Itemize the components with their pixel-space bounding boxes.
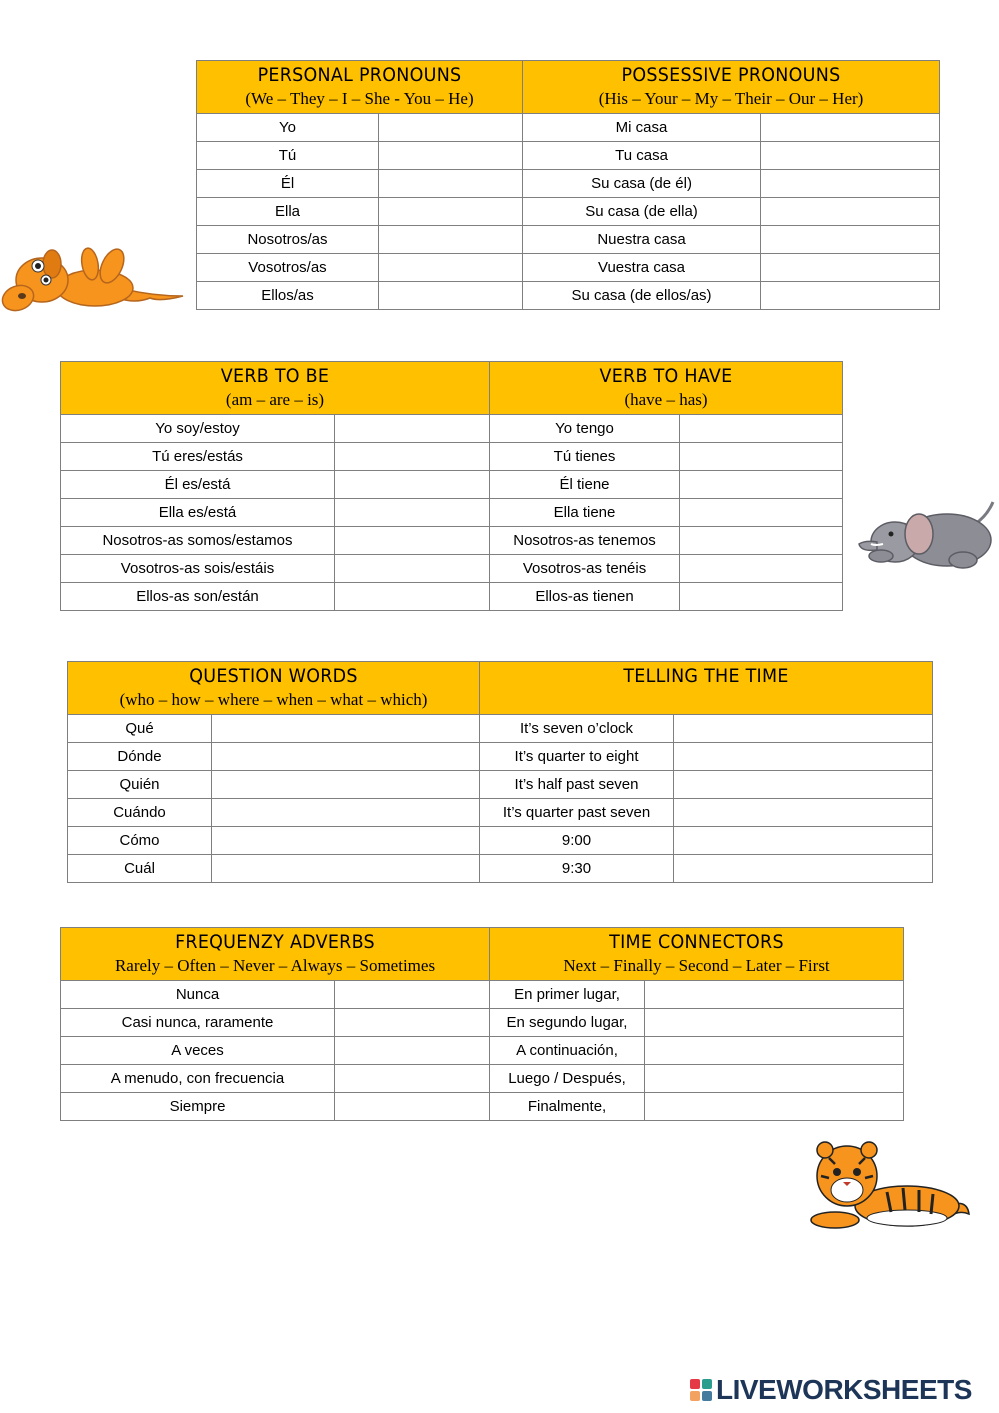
header-title: TELLING THE TIME — [623, 665, 789, 687]
prompt-cell: Yo — [197, 114, 379, 142]
prompt-cell: En segundo lugar, — [490, 1009, 645, 1037]
time-connectors-header — [490, 928, 904, 981]
answer-blank[interactable] — [335, 415, 490, 443]
answer-blank[interactable] — [379, 198, 523, 226]
prompt-cell: Vosotros/as — [197, 254, 379, 282]
answer-blank[interactable] — [761, 114, 940, 142]
logo-text: LIVEWORKSHEETS — [716, 1374, 972, 1405]
header-title: PERSONAL PRONOUNS — [257, 64, 462, 86]
answer-blank[interactable] — [761, 142, 940, 170]
prompt-cell: Ellos-as son/están — [61, 583, 335, 611]
prompt-cell: Nosotros-as tenemos — [490, 527, 680, 555]
logo-mark-icon — [690, 1379, 712, 1401]
verbs-table — [60, 361, 843, 611]
verb-to-have-header — [490, 362, 843, 415]
table-row — [197, 226, 940, 254]
prompt-cell: Él — [197, 170, 379, 198]
answer-blank[interactable] — [680, 583, 843, 611]
answer-blank[interactable] — [335, 1093, 490, 1121]
prompt-cell: Ella tiene — [490, 499, 680, 527]
header-title: VERB TO HAVE — [599, 365, 733, 387]
table-row — [61, 981, 904, 1009]
table-row — [61, 1065, 904, 1093]
answer-blank[interactable] — [212, 827, 480, 855]
table-row — [68, 715, 933, 743]
prompt-cell: A veces — [61, 1037, 335, 1065]
answer-blank[interactable] — [379, 114, 523, 142]
answer-blank[interactable] — [674, 715, 933, 743]
answer-blank[interactable] — [680, 527, 843, 555]
prompt-cell: Él es/está — [61, 471, 335, 499]
header-subtitle: Rarely – Often – Never – Always – Sometimes — [114, 956, 436, 975]
answer-blank[interactable] — [645, 981, 904, 1009]
prompt-cell: Luego / Después, — [490, 1065, 645, 1093]
table-row — [61, 527, 843, 555]
answer-blank[interactable] — [379, 142, 523, 170]
answer-blank[interactable] — [212, 799, 480, 827]
pronouns-table — [196, 60, 940, 310]
header-subtitle: (His – Your – My – Their – Our – Her) — [598, 89, 864, 108]
prompt-cell: Dónde — [68, 743, 212, 771]
answer-blank[interactable] — [379, 170, 523, 198]
answer-blank[interactable] — [645, 1037, 904, 1065]
header-title: QUESTION WORDS — [189, 665, 358, 687]
table-row — [61, 1009, 904, 1037]
tiger-illustration — [807, 1136, 973, 1232]
answer-blank[interactable] — [335, 981, 490, 1009]
prompt-cell: Nosotros-as somos/estamos — [61, 527, 335, 555]
prompt-cell: Ella — [197, 198, 379, 226]
table-row — [197, 142, 940, 170]
prompt-cell: Mi casa — [523, 114, 761, 142]
answer-blank[interactable] — [761, 282, 940, 310]
prompt-cell: Nosotros/as — [197, 226, 379, 254]
answer-blank[interactable] — [674, 855, 933, 883]
answer-blank[interactable] — [335, 1037, 490, 1065]
prompt-cell: Él tiene — [490, 471, 680, 499]
answer-blank[interactable] — [674, 743, 933, 771]
prompt-cell: Ellos-as tienen — [490, 583, 680, 611]
answer-blank[interactable] — [335, 555, 490, 583]
table-row — [68, 855, 933, 883]
prompt-cell: It’s seven o’clock — [480, 715, 674, 743]
answer-blank[interactable] — [379, 226, 523, 254]
table-row — [197, 254, 940, 282]
answer-blank[interactable] — [212, 743, 480, 771]
answer-blank[interactable] — [335, 443, 490, 471]
prompt-cell: Su casa (de ella) — [523, 198, 761, 226]
answer-blank[interactable] — [680, 499, 843, 527]
verb-to-be-header — [61, 362, 490, 415]
prompt-cell: A continuación, — [490, 1037, 645, 1065]
table-row — [197, 198, 940, 226]
table-row — [68, 827, 933, 855]
prompt-cell: Siempre — [61, 1093, 335, 1121]
personal-pronouns-header — [197, 61, 523, 114]
prompt-cell: Yo soy/estoy — [61, 415, 335, 443]
table-row — [61, 555, 843, 583]
answer-blank[interactable] — [680, 443, 843, 471]
header-title: FREQUENZY ADVERBS — [175, 931, 375, 953]
prompt-cell: It’s half past seven — [480, 771, 674, 799]
prompt-cell: Cuál — [68, 855, 212, 883]
answer-blank[interactable] — [379, 254, 523, 282]
answer-blank[interactable] — [674, 827, 933, 855]
answer-blank[interactable] — [379, 282, 523, 310]
table-row — [61, 583, 843, 611]
prompt-cell: Nunca — [61, 981, 335, 1009]
question-words-header — [68, 662, 480, 715]
table-row — [197, 282, 940, 310]
answer-blank[interactable] — [674, 799, 933, 827]
header-subtitle: (am – are – is) — [225, 390, 325, 409]
telling-time-header — [480, 662, 933, 715]
answer-blank[interactable] — [761, 198, 940, 226]
table-row — [68, 799, 933, 827]
table-row — [197, 114, 940, 142]
prompt-cell: Vuestra casa — [523, 254, 761, 282]
answer-blank[interactable] — [212, 855, 480, 883]
prompt-cell: Quién — [68, 771, 212, 799]
prompt-cell: Qué — [68, 715, 212, 743]
prompt-cell: Vosotros-as tenéis — [490, 555, 680, 583]
prompt-cell: Ella es/está — [61, 499, 335, 527]
answer-blank[interactable] — [212, 771, 480, 799]
prompt-cell: Tú — [197, 142, 379, 170]
prompt-cell: It’s quarter past seven — [480, 799, 674, 827]
answer-blank[interactable] — [335, 583, 490, 611]
header-title: POSSESSIVE PRONOUNS — [621, 64, 841, 86]
answer-blank[interactable] — [335, 527, 490, 555]
prompt-cell: Tú eres/estás — [61, 443, 335, 471]
table-row — [68, 771, 933, 799]
answer-blank[interactable] — [335, 1065, 490, 1093]
prompt-cell: Ellos/as — [197, 282, 379, 310]
answer-blank[interactable] — [674, 771, 933, 799]
header-subtitle: (We – They – I – She - You – He) — [245, 89, 474, 108]
answer-blank[interactable] — [645, 1065, 904, 1093]
prompt-cell: Cuándo — [68, 799, 212, 827]
table-row — [61, 499, 843, 527]
answer-blank[interactable] — [680, 555, 843, 583]
possessive-pronouns-header — [523, 61, 940, 114]
answer-blank[interactable] — [335, 471, 490, 499]
prompt-cell: Cómo — [68, 827, 212, 855]
prompt-cell: Su casa (de él) — [523, 170, 761, 198]
header-subtitle: (have – has) — [624, 390, 708, 409]
prompt-cell: A menudo, con frecuencia — [61, 1065, 335, 1093]
header-subtitle: (who – how – where – when – what – which) — [119, 690, 428, 709]
table-row — [61, 471, 843, 499]
adverbs-connectors-table — [60, 927, 904, 1121]
prompt-cell: Finalmente, — [490, 1093, 645, 1121]
header-title: VERB TO BE — [220, 365, 330, 387]
answer-blank[interactable] — [680, 415, 843, 443]
prompt-cell: Nuestra casa — [523, 226, 761, 254]
answer-blank[interactable] — [645, 1093, 904, 1121]
prompt-cell: 9:00 — [480, 827, 674, 855]
prompt-cell: Tú tienes — [490, 443, 680, 471]
table-row — [197, 170, 940, 198]
prompt-cell: Casi nunca, raramente — [61, 1009, 335, 1037]
header-subtitle: Next – Finally – Second – Later – First — [563, 956, 830, 975]
prompt-cell: Yo tengo — [490, 415, 680, 443]
prompt-cell: Vosotros-as sois/estáis — [61, 555, 335, 583]
answer-blank[interactable] — [335, 499, 490, 527]
prompt-cell: En primer lugar, — [490, 981, 645, 1009]
table-row — [61, 1093, 904, 1121]
table-row — [61, 415, 843, 443]
frequency-adverbs-header — [61, 928, 490, 981]
dog-illustration — [0, 236, 186, 316]
table-row — [61, 1037, 904, 1065]
answer-blank[interactable] — [761, 170, 940, 198]
header-title: TIME CONNECTORS — [609, 931, 784, 953]
liveworksheets-logo — [690, 1375, 972, 1405]
elephant-illustration — [855, 494, 995, 574]
answer-blank[interactable] — [680, 471, 843, 499]
answer-blank[interactable] — [761, 226, 940, 254]
prompt-cell: Su casa (de ellos/as) — [523, 282, 761, 310]
answer-blank[interactable] — [212, 715, 480, 743]
answer-blank[interactable] — [335, 1009, 490, 1037]
questions-time-table — [67, 661, 933, 883]
table-row — [68, 743, 933, 771]
prompt-cell: Tu casa — [523, 142, 761, 170]
answer-blank[interactable] — [761, 254, 940, 282]
answer-blank[interactable] — [645, 1009, 904, 1037]
table-row — [61, 443, 843, 471]
prompt-cell: It’s quarter to eight — [480, 743, 674, 771]
prompt-cell: 9:30 — [480, 855, 674, 883]
